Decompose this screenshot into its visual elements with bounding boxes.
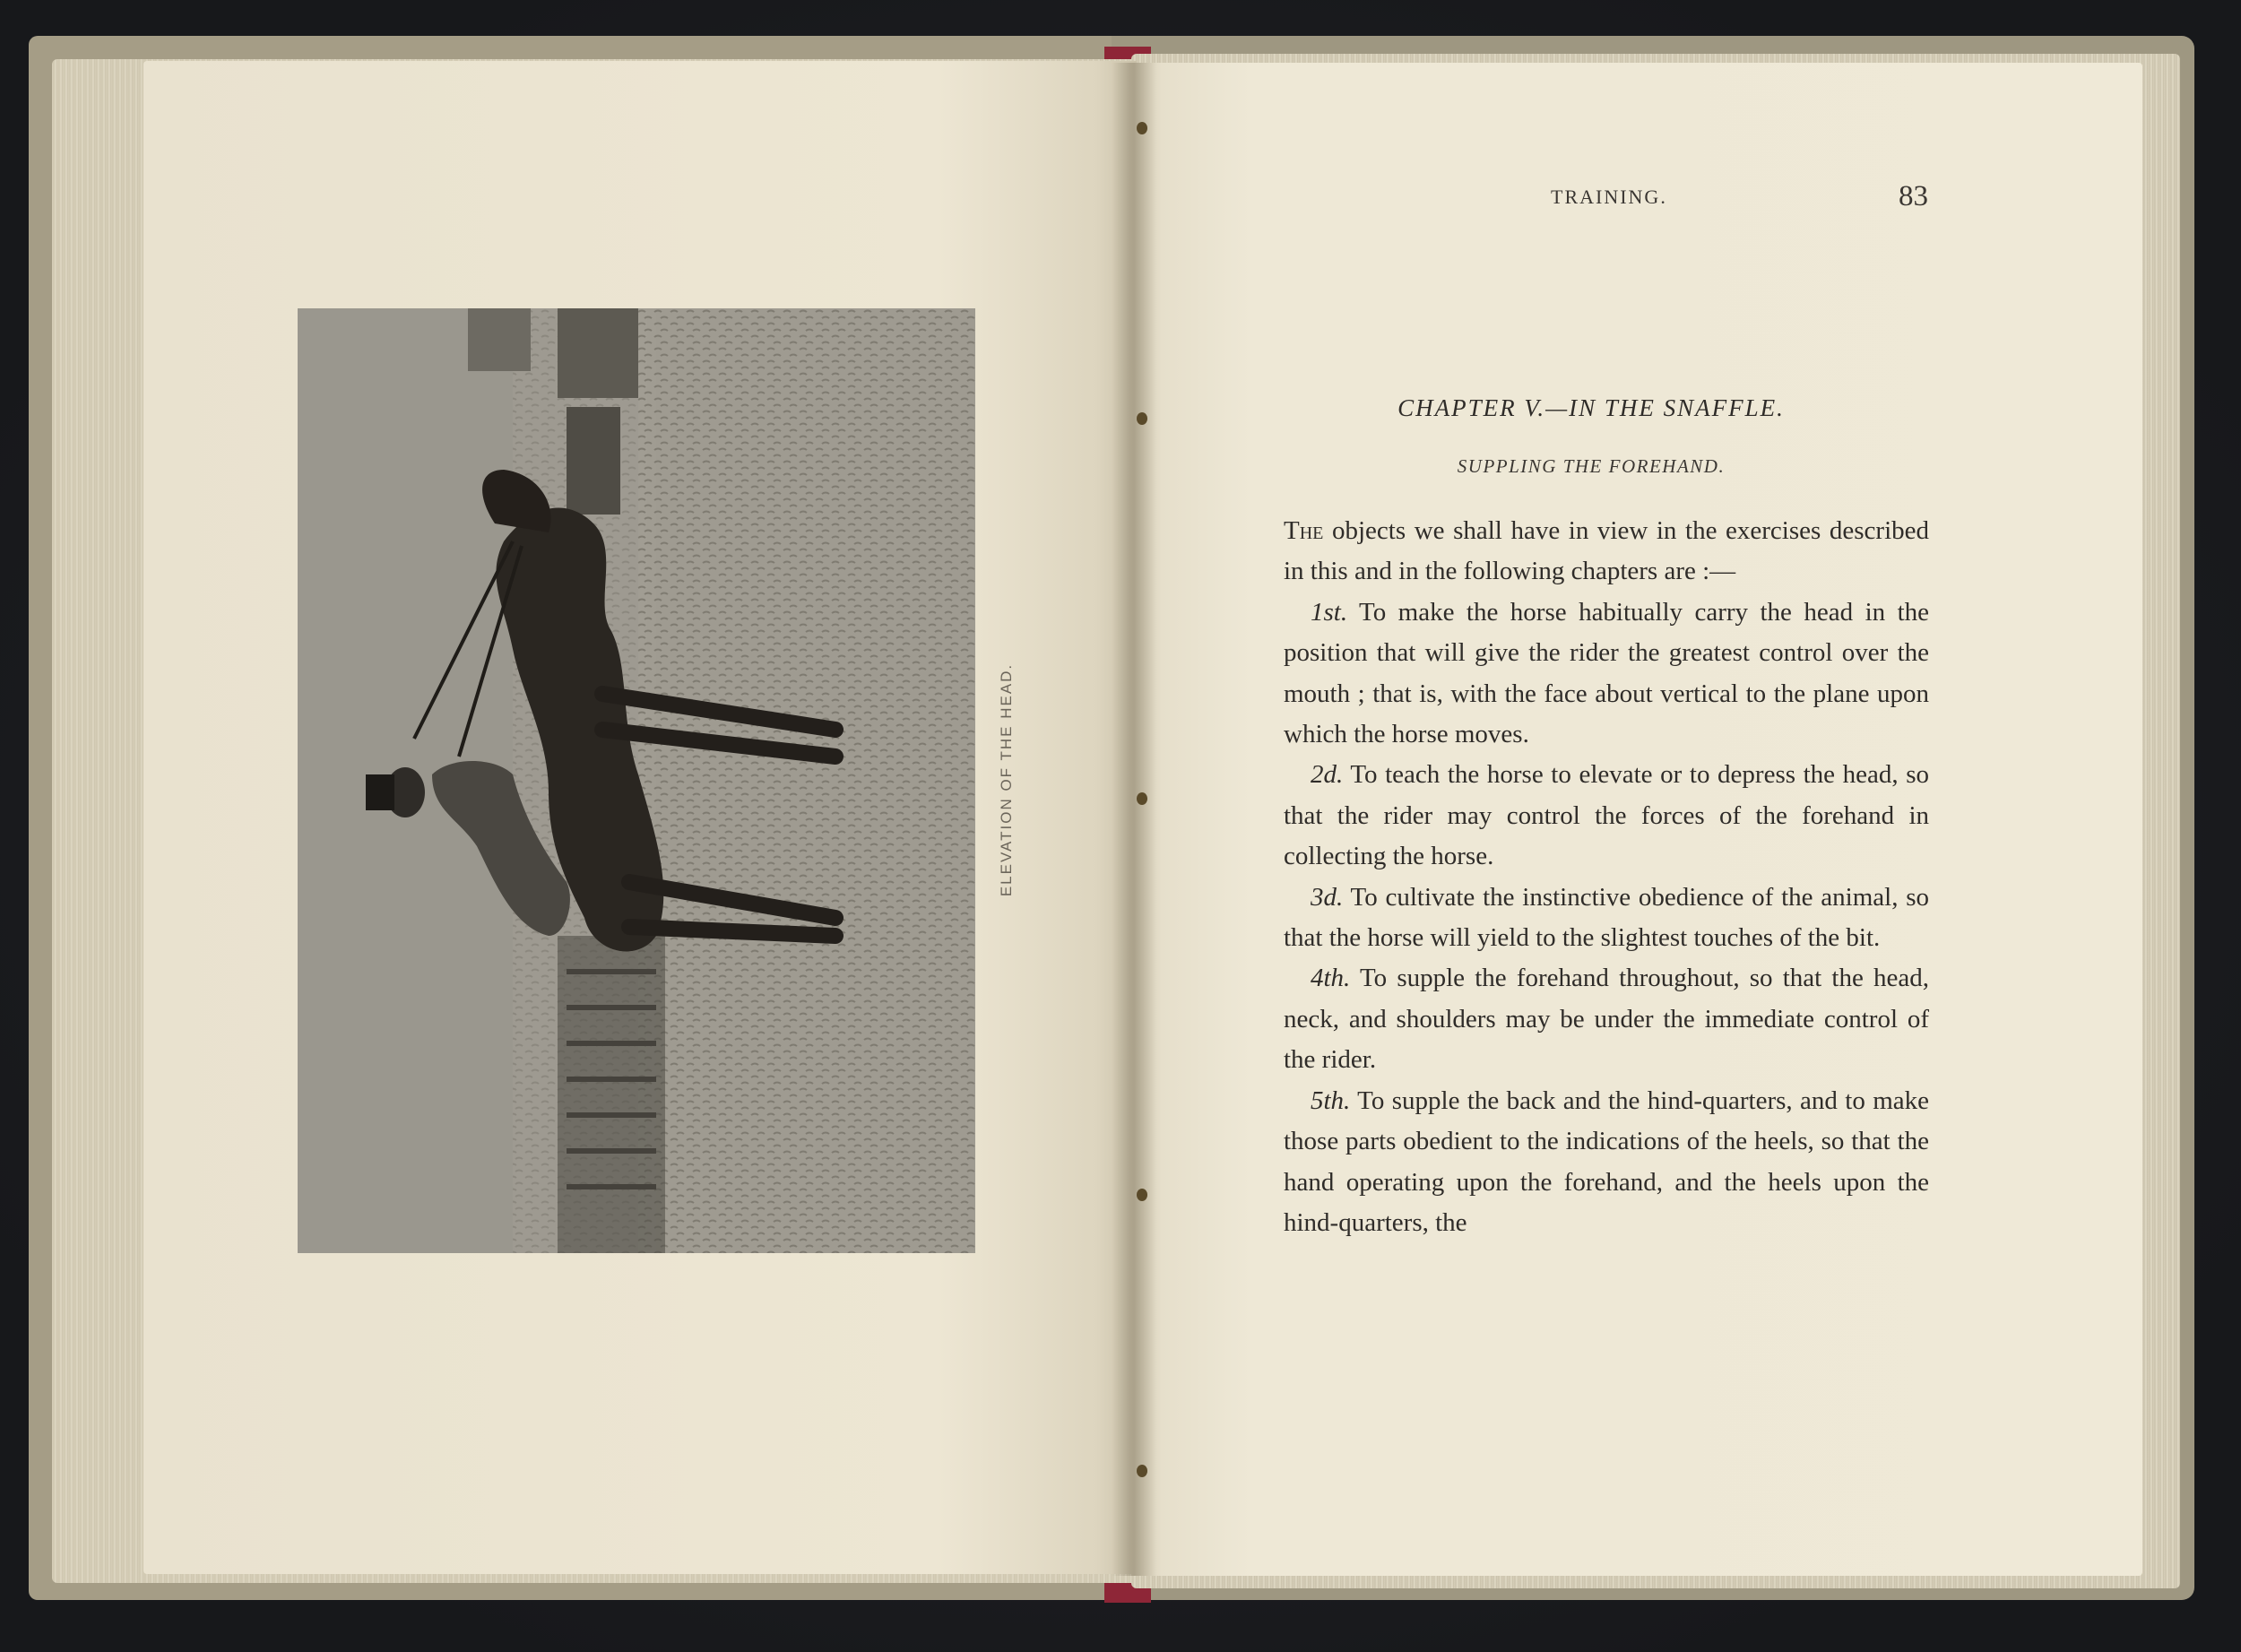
item-text: To make the horse habitually carry the head in the position that will give the rider the greatest control over the mouth ; that is, with the face about vertical to the plane upon which the horse moves.	[1284, 597, 1930, 749]
section-title: SUPPLING THE FOREHAND.	[1457, 455, 1726, 477]
list-item	[1284, 592, 1929, 756]
item-text: To cultivate the instinctive obedience of the animal, so that the horse will yield to the slightest touches of the bit.	[1284, 882, 1929, 953]
binding-stitch	[1137, 412, 1147, 425]
horse-rider-illustration	[298, 308, 975, 1253]
item-text: To supple the back and the hind-quarters, and to make those parts obedient to the indications of the heels, so that the hand operating upon the forehand, and the heels upon the hind-quarters, the	[1284, 1085, 1929, 1237]
item-label: 4th.	[1311, 964, 1351, 993]
item-label: 2d.	[1311, 760, 1344, 790]
running-head: TRAINING.	[1551, 186, 1667, 208]
drop-word: The	[1284, 516, 1324, 545]
item-label: 3d.	[1311, 882, 1344, 912]
plate-caption-text: ELEVATION OF THE HEAD.	[998, 662, 1015, 897]
list-item	[1284, 878, 1929, 959]
gutter	[1112, 63, 1156, 1576]
list-item	[1284, 958, 1929, 1080]
list-item	[1284, 1081, 1929, 1244]
plate-photograph	[298, 308, 975, 1253]
binding-stitch	[1137, 792, 1147, 805]
binding-stitch	[1137, 122, 1147, 134]
item-text: To teach the horse to elevate or to depress the head, so that the rider may control the forces of the forehand in collecting the horse.	[1284, 760, 1930, 871]
body-text	[1284, 511, 1929, 1243]
page-number: 83	[1899, 180, 1928, 212]
binding-stitch	[1137, 1189, 1147, 1201]
item-label: 5th.	[1311, 1085, 1351, 1115]
chapter-title: CHAPTER V.—IN THE SNAFFLE.	[1397, 394, 1785, 421]
item-label: 1st.	[1311, 597, 1348, 627]
intro-text: objects we shall have in view in the exercises described in this and in the following chapters are :—	[1284, 516, 1930, 586]
item-text: To supple the forehand throughout, so that the head, neck, and shoulders may be under the immediate control of the rider.	[1284, 964, 1929, 1075]
binding-stitch	[1137, 1465, 1147, 1477]
list-item	[1284, 755, 1929, 877]
intro-paragraph	[1284, 511, 1929, 592]
